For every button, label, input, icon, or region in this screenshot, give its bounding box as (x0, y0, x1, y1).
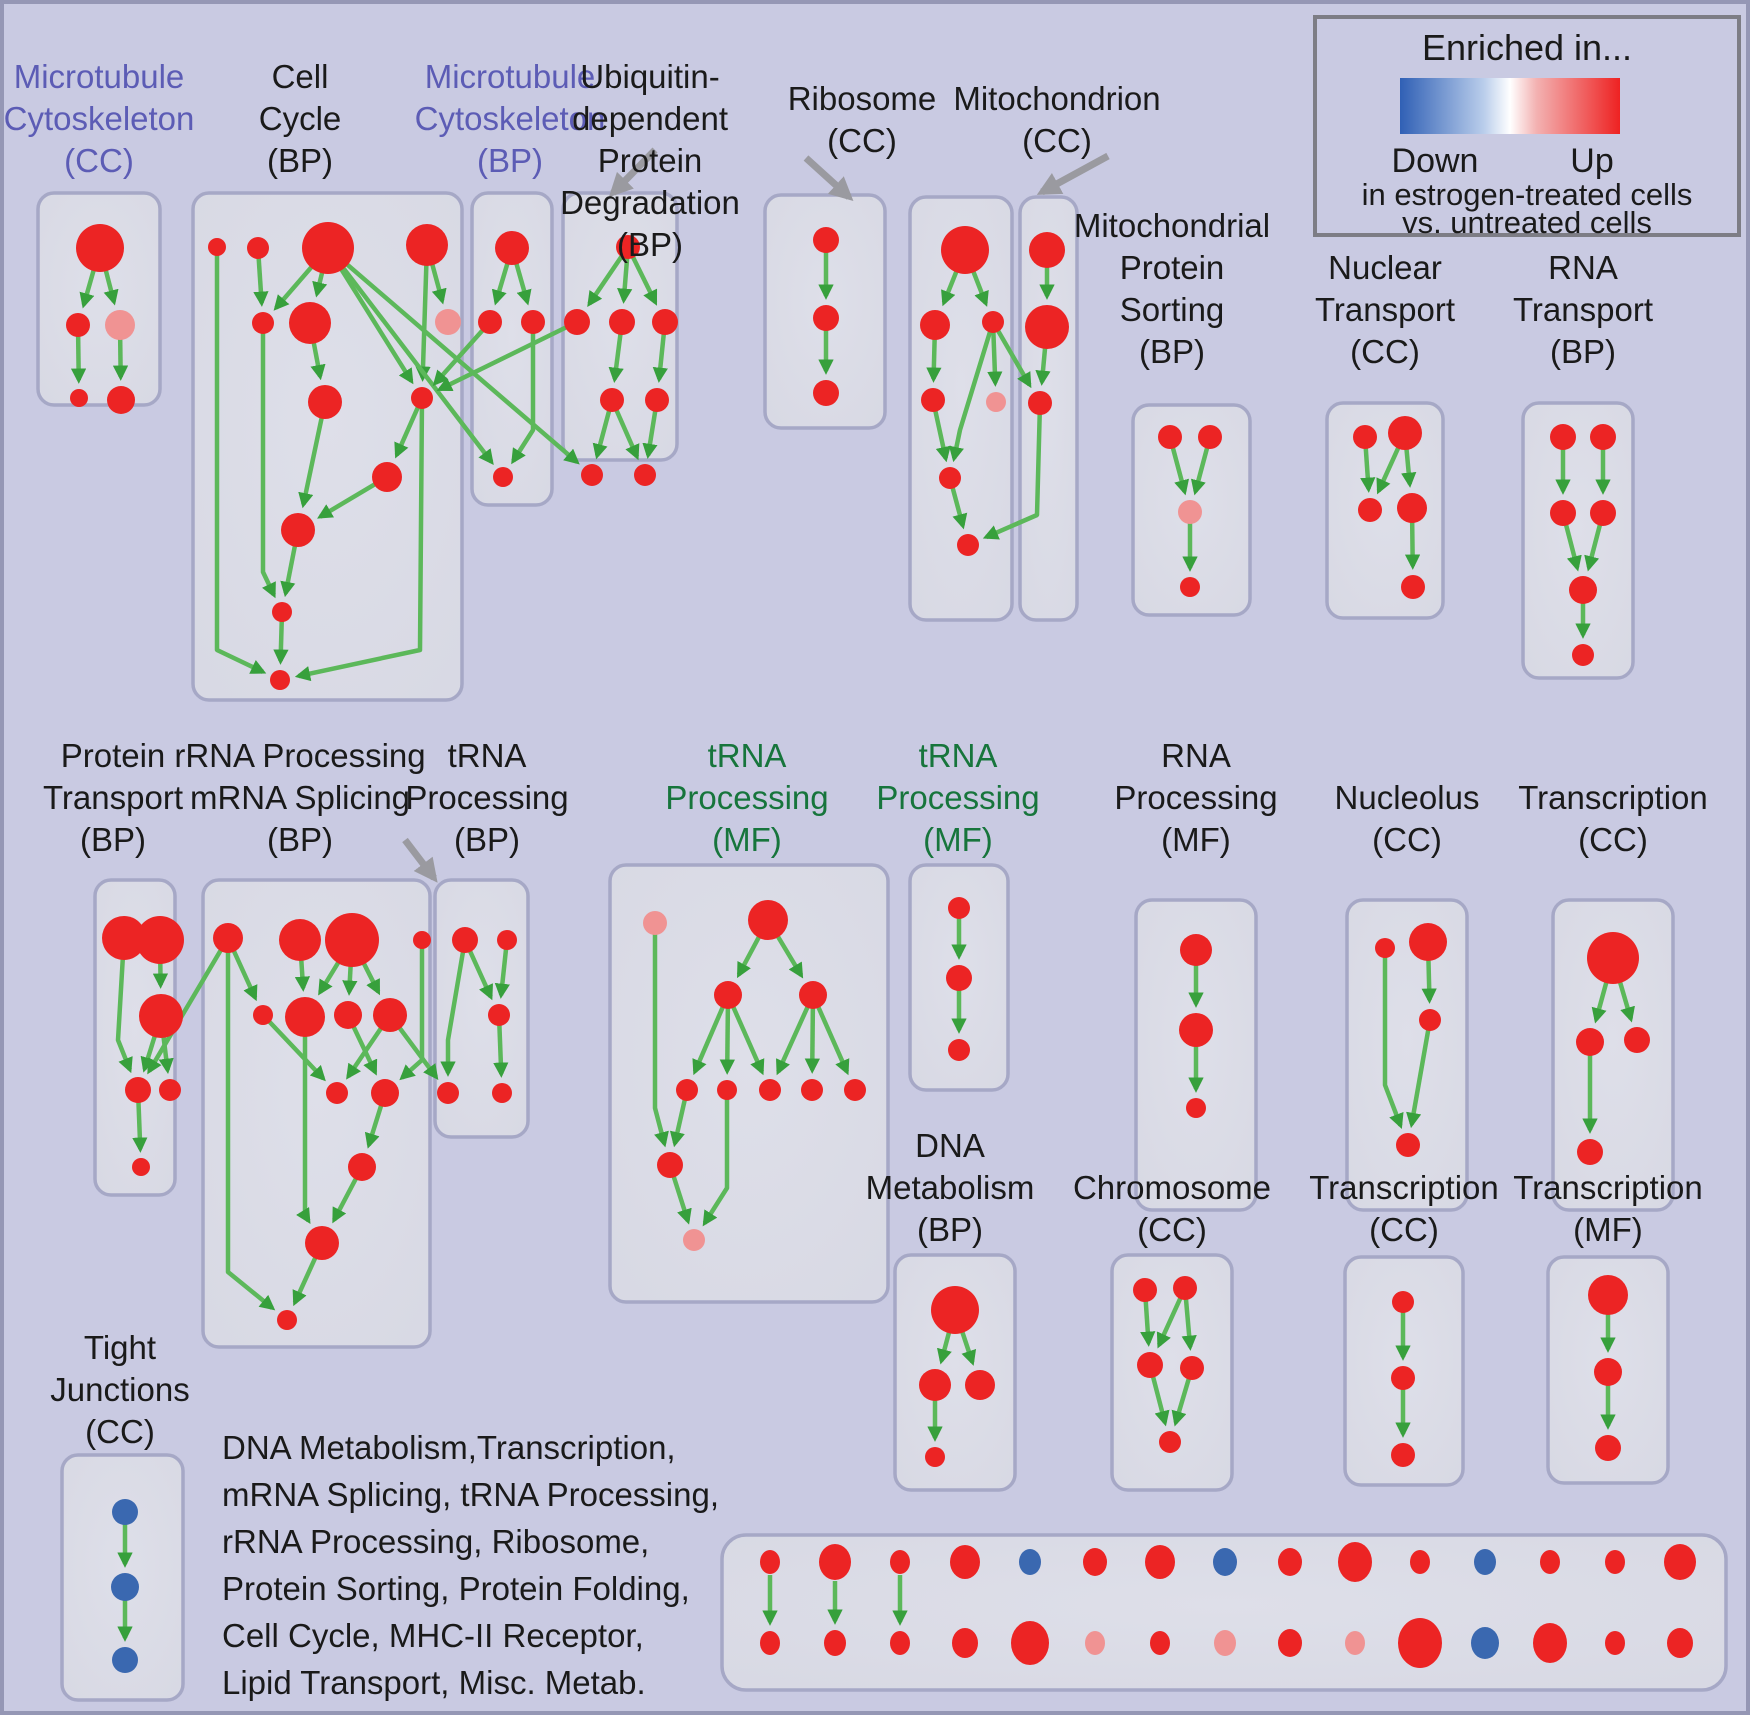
dna-metabolism-bp-label-line2: Metabolism (865, 1169, 1035, 1206)
transcription-cc-upper-label-line1: Transcription (1518, 779, 1708, 816)
trna-processing-bp-label-line3: (BP) (454, 821, 520, 858)
tight-junctions-cc-label-line1: Tight (83, 1329, 157, 1366)
rrna-processing-mrna-splicing-bp-label-line3: (BP) (267, 821, 333, 858)
strip-bottom-node-col3 (890, 1631, 910, 1655)
strip-bottom-node-col15 (1667, 1628, 1693, 1658)
go-term-node-m7 (801, 1079, 823, 1101)
strip-top-node-col4 (950, 1545, 980, 1579)
go-term-node-w2 (1595, 1435, 1621, 1461)
go-term-node-uc4 (600, 388, 624, 412)
go-term-node-z1 (111, 1573, 139, 1601)
go-term-node-p0 (1375, 938, 1395, 958)
go-term-node-a10 (281, 513, 315, 547)
microtubule-cytoskeleton-bp-label-line1: Microtubule (424, 58, 596, 95)
go-term-node-k8 (326, 1082, 348, 1104)
transcription-mf-label-line1: Transcription (1513, 1169, 1703, 1206)
misc-clusters-text-line1: DNA Metabolism,Transcription, (222, 1429, 676, 1466)
go-term-node-k10 (348, 1153, 376, 1181)
cell-cycle-bp-label-line3: (BP) (267, 142, 333, 179)
go-term-node-mb2 (521, 310, 545, 334)
go-term-node-h3 (1397, 493, 1427, 523)
microtubule-cytoskeleton-bp-label-line3: (BP) (477, 142, 543, 179)
go-term-node-p3 (1396, 1133, 1420, 1157)
go-term-node-p1 (1409, 923, 1447, 961)
legend-subtitle-line1: in estrogen-treated cells (1361, 177, 1693, 212)
legend-down-label: Down (1391, 142, 1479, 180)
mitochondrion-cc-label-line2: (CC) (1022, 122, 1092, 159)
nucleolus-box (1347, 900, 1467, 1210)
go-term-node-s0 (1133, 1278, 1157, 1302)
legend-title: Enriched in... (1421, 27, 1633, 68)
transcription-cc-lower-label-line2: (CC) (1369, 1211, 1439, 1248)
go-term-node-k2 (325, 913, 379, 967)
go-term-node-m9 (657, 1152, 683, 1178)
go-term-node-e6 (957, 534, 979, 556)
chromosome-cc-label-line1: Chromosome (1072, 1169, 1272, 1206)
go-term-node-a2 (302, 222, 354, 274)
misc-clusters-text-line2: mRNA Splicing, tRNA Processing, (222, 1476, 720, 1513)
ubiquitin-dependent-protein-degradation-bp-label-line1: Ubiquitin- (580, 58, 720, 95)
go-term-node-r2 (965, 1370, 995, 1400)
strip-top-node-col6 (1083, 1548, 1107, 1576)
go-term-node-q2 (1624, 1027, 1650, 1053)
ubiquitin-dependent-protein-degradation-bp-label-line4: Degradation (560, 184, 740, 221)
go-term-node-k5 (285, 997, 325, 1037)
go-term-node-t0 (452, 927, 478, 953)
strip-top-node-col15 (1664, 1544, 1696, 1580)
go-term-node-k9 (371, 1079, 399, 1107)
mitochondrial-protein-sorting-bp-label-line3: Sorting (1119, 291, 1225, 328)
go-term-node-m8 (844, 1079, 866, 1101)
go-term-node-m10 (683, 1229, 705, 1251)
protein-transport-bp-label-line2: Transport (43, 779, 183, 816)
rna-processing-mf-label-line1: RNA (1161, 737, 1231, 774)
go-term-node-k4 (253, 1005, 273, 1025)
go-term-node-r1 (919, 1369, 951, 1401)
go-term-node-o2 (1186, 1098, 1206, 1118)
go-term-node-j5 (132, 1158, 150, 1176)
dna-metabolism-bp-label-line3: (BP) (917, 1211, 983, 1248)
go-term-node-h0 (1353, 425, 1377, 449)
trna-processing-bp-label-line1: tRNA (447, 737, 527, 774)
tight-junctions-cc-label-line3: (CC) (85, 1413, 155, 1450)
ubiquitin-dependent-protein-degradation-bp-label-line5: (BP) (617, 226, 683, 263)
go-term-node-s1 (1173, 1276, 1197, 1300)
go-term-node-f1 (1025, 305, 1069, 349)
misc-clusters-text-line6: Lipid Transport, Misc. Metab. (222, 1664, 646, 1701)
rna-transport-bp-label-line1: RNA (1548, 249, 1618, 286)
go-term-node-r0 (931, 1286, 979, 1334)
misc-clusters-text-line5: Cell Cycle, MHC-II Receptor, (222, 1617, 644, 1654)
go-term-node-t2 (488, 1004, 510, 1026)
strip-top-node-col5 (1019, 1549, 1041, 1575)
go-term-node-u4 (107, 386, 135, 414)
go-term-node-k1 (279, 919, 321, 961)
go-term-node-i2 (1550, 500, 1576, 526)
go-term-node-e5 (939, 467, 961, 489)
go-term-node-m0 (643, 911, 667, 935)
trna-processing-mf-1-label-line1: tRNA (707, 737, 787, 774)
go-term-node-z0 (112, 1499, 138, 1525)
strip-bottom-node-col10 (1345, 1631, 1365, 1655)
microtubule-cytoskeleton-cc-label-line3: (CC) (64, 142, 134, 179)
strip-top-node-col9 (1278, 1548, 1302, 1576)
go-term-node-a3 (406, 224, 448, 266)
strip-bottom-node-col13 (1533, 1623, 1567, 1663)
go-term-node-i5 (1572, 644, 1594, 666)
go-term-node-i0 (1550, 424, 1576, 450)
chromosome-cc-label-line2: (CC) (1137, 1211, 1207, 1248)
strip-bottom-node-col1 (760, 1631, 780, 1655)
misc-clusters-text-line3: rRNA Processing, Ribosome, (222, 1523, 650, 1560)
mitochondrial-protein-sorting-bp-label-line2: Protein (1119, 249, 1225, 286)
go-term-node-nn0 (948, 897, 970, 919)
trna-processing-mf-2-label-line1: tRNA (918, 737, 998, 774)
strip-top-node-col2 (819, 1544, 851, 1580)
go-term-node-j3 (125, 1077, 151, 1103)
strip-bottom-node-col9 (1278, 1629, 1302, 1657)
rna-transport-box (1523, 403, 1633, 678)
protein-transport-bp-label-line3: (BP) (80, 821, 146, 858)
go-term-node-r3 (925, 1447, 945, 1467)
go-term-node-u1 (66, 313, 90, 337)
strip-top-node-col13 (1540, 1550, 1560, 1574)
strip-bottom-node-col6 (1085, 1631, 1105, 1655)
go-term-node-h1 (1388, 416, 1422, 450)
go-term-node-a12 (270, 670, 290, 690)
ribosome-cc-label-line2: (CC) (827, 122, 897, 159)
strip-top-node-col10 (1338, 1542, 1372, 1582)
go-term-node-h4 (1401, 575, 1425, 599)
go-term-node-t4 (492, 1083, 512, 1103)
go-term-node-ud0 (813, 227, 839, 253)
misc-clusters-text-line4: Protein Sorting, Protein Folding, (222, 1570, 690, 1607)
go-term-node-k0 (213, 923, 243, 953)
go-term-node-uc3 (652, 309, 678, 335)
nuclear-transport-cc-label-line1: Nuclear (1328, 249, 1442, 286)
transcription-mf-label-line2: (MF) (1573, 1211, 1643, 1248)
strip-bottom-node-col12 (1471, 1627, 1499, 1659)
go-term-node-e2 (982, 311, 1004, 333)
strip-top-node-col12 (1474, 1549, 1496, 1575)
strip-top-node-col7 (1145, 1545, 1175, 1579)
go-term-node-m6 (759, 1079, 781, 1101)
trna-processing-mf-1-label-line3: (MF) (712, 821, 782, 858)
go-term-node-uc6 (581, 464, 603, 486)
strip-top-node-col11 (1410, 1550, 1430, 1574)
rna-transport-bp-label-line3: (BP) (1550, 333, 1616, 370)
go-term-node-e4 (986, 392, 1006, 412)
go-term-node-o0 (1180, 934, 1212, 966)
go-term-node-j1 (136, 916, 184, 964)
strip-bottom-node-col8 (1214, 1630, 1236, 1656)
trna-processing-bp-label-line2: Processing (405, 779, 569, 816)
go-term-node-m5 (717, 1080, 737, 1100)
mitochondrial-protein-sorting-bp-label-line1: Mitochondrial (1073, 207, 1271, 244)
strip-bottom-node-col5 (1011, 1621, 1049, 1665)
go-term-node-nn1 (946, 965, 972, 991)
transcription-cc-upper-label-line2: (CC) (1578, 821, 1648, 858)
go-term-node-nn2 (948, 1039, 970, 1061)
mitochondrion-cc-label-line1: Mitochondrion (953, 80, 1161, 117)
cell-cycle-bp-label-line2: Cycle (258, 100, 342, 137)
microtubule-cytoskeleton-cc-label-line2: Cytoskeleton (3, 100, 195, 137)
go-term-node-q0 (1587, 932, 1639, 984)
rna-processing-mf-label-line2: Processing (1114, 779, 1278, 816)
legend-gradient-bar (1400, 78, 1620, 134)
go-term-node-v1 (1391, 1366, 1415, 1390)
go-term-node-m3 (799, 981, 827, 1009)
go-term-node-o1 (1179, 1013, 1213, 1047)
go-term-node-j4 (159, 1079, 181, 1101)
go-term-node-a8 (411, 387, 433, 409)
go-term-node-i1 (1590, 424, 1616, 450)
go-term-node-p2 (1419, 1009, 1441, 1031)
go-term-node-u0 (76, 224, 124, 272)
go-term-node-t1 (497, 930, 517, 950)
go-term-node-uc2 (609, 309, 635, 335)
nucleolus-cc-label-line2: (CC) (1372, 821, 1442, 858)
go-term-node-g2 (1178, 500, 1202, 524)
strip-bottom-node-col7 (1150, 1631, 1170, 1655)
go-term-node-k11 (305, 1226, 339, 1260)
go-term-node-a6 (435, 309, 461, 335)
go-term-node-k6 (334, 1001, 362, 1029)
ubiquitin-dependent-protein-degradation-bp-label-line2: dependent (572, 100, 728, 137)
go-term-node-mb0 (495, 231, 529, 265)
ribosome-cc-label-line1: Ribosome (787, 80, 937, 117)
nuclear-transport-cc-label-line3: (CC) (1350, 333, 1420, 370)
ubiquitin-dependent-protein-degradation-bp-label-line3: Protein (597, 142, 703, 179)
legend-subtitle-line2: vs. untreated cells (1402, 205, 1652, 240)
go-term-node-e1 (920, 310, 950, 340)
rrna-processing-mrna-splicing-bp-label-line2: mRNA Splicing (189, 779, 411, 816)
go-term-node-z2 (112, 1647, 138, 1673)
go-term-node-ud2 (813, 380, 839, 406)
strip-top-node-col3 (890, 1550, 910, 1574)
go-term-node-uc5 (645, 388, 669, 412)
go-term-node-t3 (437, 1082, 459, 1104)
rna-transport-bp-label-line2: Transport (1513, 291, 1653, 328)
go-term-node-mb3 (493, 467, 513, 487)
strip-top-node-col1 (760, 1550, 780, 1574)
strip-top-node-col14 (1605, 1550, 1625, 1574)
go-term-node-k3 (413, 931, 431, 949)
nucleolus-cc-label-line1: Nucleolus (1334, 779, 1480, 816)
microtubule-cytoskeleton-cc-label-line1: Microtubule (13, 58, 185, 95)
strip-top-node-col8 (1213, 1548, 1237, 1576)
microtubule-cytoskeleton-bp-label-line2: Cytoskeleton (414, 100, 606, 137)
strip-bottom-node-col4 (952, 1628, 978, 1658)
strip-bottom-node-col11 (1398, 1618, 1442, 1668)
go-term-node-a7 (308, 385, 342, 419)
go-term-node-mb1 (478, 310, 502, 334)
go-term-node-ud1 (813, 305, 839, 331)
go-term-node-w1 (1594, 1358, 1622, 1386)
strip-bottom-node-col2 (824, 1630, 846, 1656)
nuclear-transport-cc-label-line2: Transport (1315, 291, 1455, 328)
go-term-node-w0 (1588, 1275, 1628, 1315)
go-term-node-m4 (676, 1079, 698, 1101)
cell-cycle-bp-label-line1: Cell (271, 58, 329, 95)
strip-bottom-node-col14 (1605, 1631, 1625, 1655)
rrna-processing-mrna-splicing-bp-label-line1: rRNA Processing (174, 737, 426, 774)
go-term-node-a4 (252, 312, 274, 334)
chromosome-box (1112, 1255, 1232, 1490)
go-term-node-f2 (1028, 391, 1052, 415)
go-term-node-e3 (921, 388, 945, 412)
go-term-node-v2 (1391, 1443, 1415, 1467)
trna-processing-mf-1-label-line2: Processing (665, 779, 829, 816)
go-term-node-uc7 (634, 464, 656, 486)
go-term-node-h2 (1358, 498, 1382, 522)
go-term-node-e0 (941, 226, 989, 274)
go-term-node-g1 (1198, 425, 1222, 449)
go-term-node-a0 (208, 238, 226, 256)
go-term-node-q3 (1577, 1139, 1603, 1165)
go-term-node-f0 (1029, 232, 1065, 268)
go-term-node-q1 (1576, 1028, 1604, 1056)
rna-processing-mf-label-line3: (MF) (1161, 821, 1231, 858)
go-term-node-s3 (1180, 1356, 1204, 1380)
mitochondrial-protein-sorting-bp-label-line4: (BP) (1139, 333, 1205, 370)
go-term-node-a9 (372, 462, 402, 492)
transcription-cc-lower-label-line1: Transcription (1309, 1169, 1499, 1206)
go-term-node-s2 (1137, 1352, 1163, 1378)
go-term-node-s4 (1159, 1431, 1181, 1453)
go-term-node-i3 (1590, 500, 1616, 526)
go-term-node-uc1 (564, 309, 590, 335)
go-term-node-g0 (1158, 425, 1182, 449)
trna-processing-mf-2-label-line3: (MF) (923, 821, 993, 858)
go-term-node-a11 (272, 602, 292, 622)
go-term-node-a1 (247, 237, 269, 259)
go-term-node-m2 (714, 981, 742, 1009)
dna-metabolism-bp-label-line1: DNA (915, 1127, 985, 1164)
go-term-node-g3 (1180, 577, 1200, 597)
tight-junctions-cc-label-line2: Junctions (50, 1371, 190, 1408)
go-term-node-i4 (1569, 576, 1597, 604)
go-term-node-u3 (70, 389, 88, 407)
go-term-node-u2 (105, 310, 135, 340)
go-term-node-k12 (277, 1310, 297, 1330)
legend-up-label: Up (1570, 142, 1614, 180)
go-term-node-k7 (373, 998, 407, 1032)
go-term-node-m1 (748, 900, 788, 940)
go-term-node-a5 (289, 302, 331, 344)
go-term-node-v0 (1392, 1291, 1414, 1313)
go-term-node-j2 (139, 994, 183, 1038)
protein-transport-bp-label-line1: Protein (60, 737, 166, 774)
trna-processing-mf-2-label-line2: Processing (876, 779, 1040, 816)
